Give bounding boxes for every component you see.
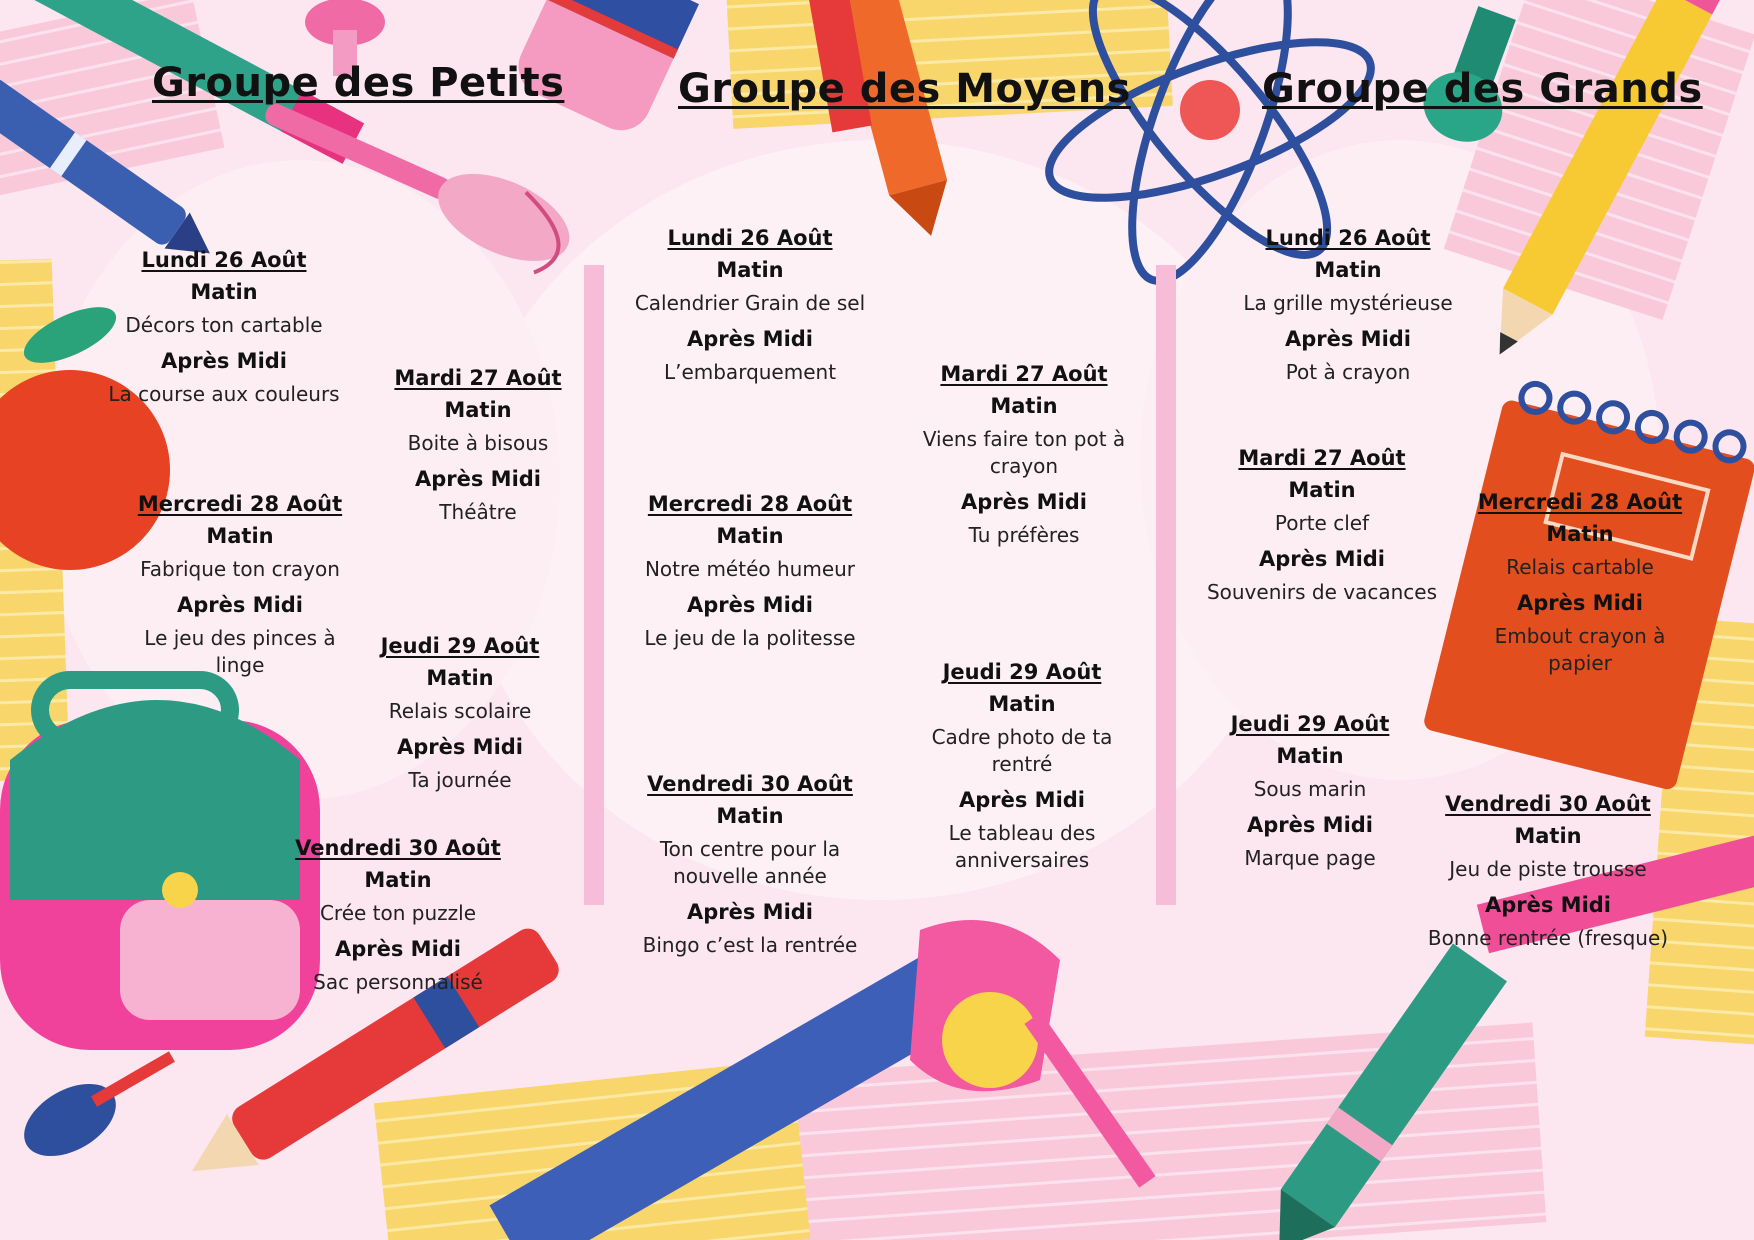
afternoon-label: Après Midi [686, 900, 814, 924]
morning-activity: Fabrique ton crayon [140, 557, 340, 581]
morning-activity: Jeu de piste trousse [1449, 857, 1647, 881]
morning-label: Matin [206, 524, 274, 548]
afternoon-activity: Embout crayon à papier [1494, 624, 1666, 675]
afternoon-activity: Le jeu de la politesse [644, 626, 856, 650]
group-title-moyens: Groupe des Moyens [678, 66, 1131, 112]
afternoon-label: Après Midi [160, 349, 288, 373]
day-mardi-moyens [914, 362, 1134, 559]
morning-activity: Relais scolaire [388, 699, 532, 723]
day-title: Jeudi 29 Août [380, 634, 540, 658]
morning-label: Matin [1514, 824, 1582, 848]
afternoon-activity: Ta journée [408, 768, 512, 792]
afternoon-activity: Souvenirs de vacances [1206, 580, 1438, 604]
day-vendredi-petits [288, 836, 508, 1006]
afternoon-label: Après Midi [176, 593, 304, 617]
day-title: Jeudi 29 Août [1230, 712, 1390, 736]
day-title: Mercredi 28 Août [137, 492, 343, 516]
morning-label: Matin [1314, 258, 1382, 282]
afternoon-activity: Pot à crayon [1285, 360, 1411, 384]
afternoon-activity: L’embarquement [663, 360, 837, 384]
morning-activity: Relais cartable [1506, 555, 1654, 579]
day-jeudi-grands [1210, 712, 1410, 882]
group-title-grands: Groupe des Grands [1262, 66, 1703, 112]
morning-activity: Porte clef [1274, 511, 1370, 535]
day-mardi-petits [378, 366, 578, 536]
day-title: Lundi 26 Août [141, 248, 307, 272]
day-mercredi-petits [120, 492, 360, 689]
afternoon-label: Après Midi [414, 467, 542, 491]
afternoon-activity: Bonne rentrée (fresque) [1427, 926, 1669, 950]
morning-label: Matin [716, 258, 784, 282]
morning-label: Matin [190, 280, 258, 304]
morning-label: Matin [444, 398, 512, 422]
afternoon-label: Après Midi [958, 788, 1086, 812]
morning-label: Matin [1288, 478, 1356, 502]
morning-activity: Ton centre pour la nouvelle année [659, 837, 841, 888]
afternoon-label: Après Midi [1246, 813, 1374, 837]
day-vendredi-moyens [630, 772, 870, 969]
day-title: Vendredi 30 Août [295, 836, 501, 860]
afternoon-label: Après Midi [396, 735, 524, 759]
day-title: Lundi 26 Août [1265, 226, 1431, 250]
day-title: Mardi 27 Août [394, 366, 562, 390]
afternoon-activity: Le tableau des anniversaires [948, 821, 1096, 872]
morning-label: Matin [364, 868, 432, 892]
afternoon-activity: Théâtre [439, 500, 517, 524]
day-title: Vendredi 30 Août [647, 772, 853, 796]
morning-activity: Calendrier Grain de sel [634, 291, 866, 315]
afternoon-label: Après Midi [334, 937, 462, 961]
backpack [0, 680, 320, 1050]
morning-activity: Sous marin [1253, 777, 1367, 801]
morning-activity: Crée ton puzzle [319, 901, 477, 925]
divider-left [584, 265, 604, 905]
afternoon-activity: Bingo c’est la rentrée [642, 933, 858, 957]
day-title: Mardi 27 Août [940, 362, 1108, 386]
afternoon-activity: Le jeu des pinces à linge [144, 626, 336, 677]
afternoon-label: Après Midi [1258, 547, 1386, 571]
day-title: Jeudi 29 Août [942, 660, 1102, 684]
day-title: Mardi 27 Août [1238, 446, 1406, 470]
day-title: Lundi 26 Août [667, 226, 833, 250]
day-lundi-moyens [620, 226, 880, 396]
day-jeudi-petits [360, 634, 560, 804]
day-mercredi-moyens [620, 492, 880, 662]
morning-activity: Viens faire ton pot à crayon [922, 427, 1126, 478]
afternoon-activity: Marque page [1244, 846, 1376, 870]
afternoon-activity: Tu préfères [968, 523, 1080, 547]
morning-label: Matin [1276, 744, 1344, 768]
morning-activity: Boite à bisous [407, 431, 549, 455]
day-vendredi-grands [1418, 792, 1678, 962]
afternoon-activity: La course aux couleurs [108, 382, 340, 406]
day-title: Mercredi 28 Août [1477, 490, 1683, 514]
morning-label: Matin [716, 804, 784, 828]
afternoon-activity: Sac personnalisé [313, 970, 483, 994]
afternoon-label: Après Midi [1516, 591, 1644, 615]
divider-right [1156, 265, 1176, 905]
morning-label: Matin [716, 524, 784, 548]
morning-activity: Notre météo humeur [644, 557, 856, 581]
day-title: Vendredi 30 Août [1445, 792, 1651, 816]
day-mercredi-grands [1475, 490, 1685, 687]
morning-label: Matin [1546, 522, 1614, 546]
morning-activity: Décors ton cartable [125, 313, 323, 337]
afternoon-label: Après Midi [960, 490, 1088, 514]
afternoon-label: Après Midi [686, 593, 814, 617]
morning-activity: Cadre photo de ta rentré [931, 725, 1113, 776]
morning-label: Matin [990, 394, 1058, 418]
group-title-petits: Groupe des Petits [152, 60, 565, 106]
day-jeudi-moyens [922, 660, 1122, 884]
afternoon-label: Après Midi [686, 327, 814, 351]
afternoon-label: Après Midi [1484, 893, 1612, 917]
morning-label: Matin [426, 666, 494, 690]
morning-activity: La grille mystérieuse [1243, 291, 1453, 315]
day-lundi-grands [1218, 226, 1478, 396]
afternoon-label: Après Midi [1284, 327, 1412, 351]
day-mardi-grands [1192, 446, 1452, 616]
day-title: Mercredi 28 Août [647, 492, 853, 516]
day-lundi-petits [104, 248, 344, 418]
morning-label: Matin [988, 692, 1056, 716]
